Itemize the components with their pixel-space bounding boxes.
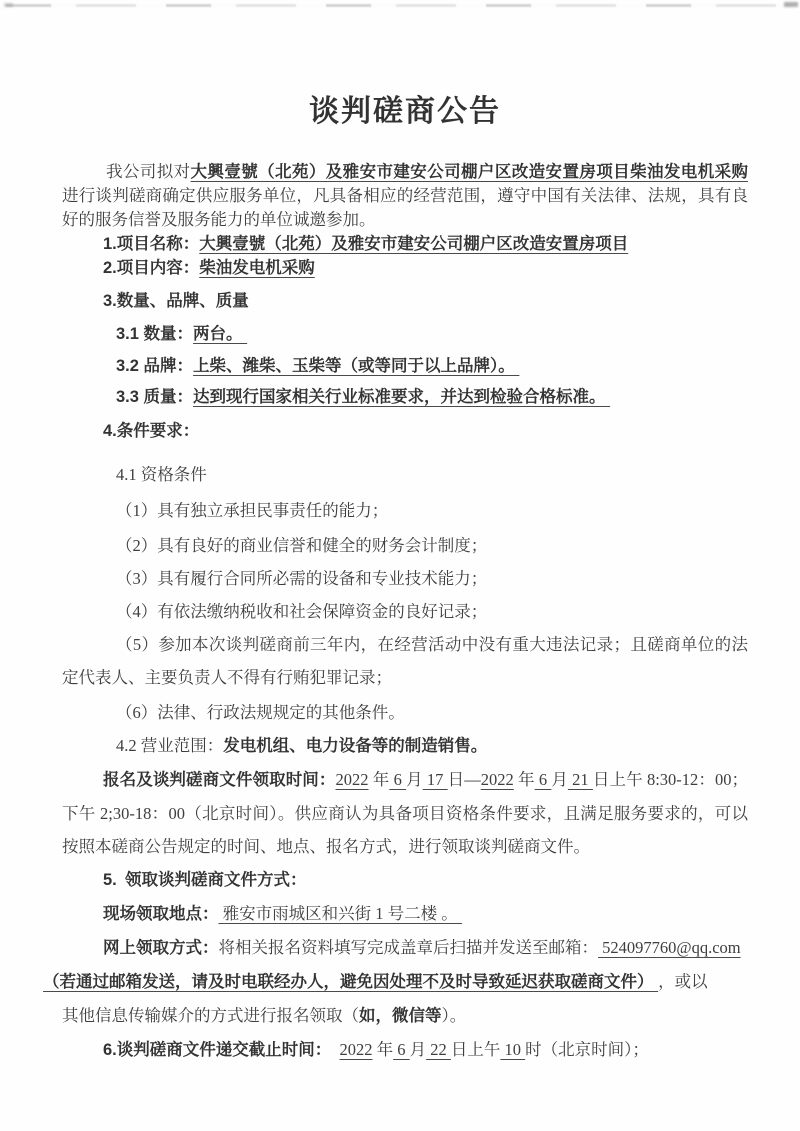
item-5-heading xyxy=(103,863,748,897)
underlined-text-run: 6 xyxy=(393,1040,410,1059)
condition-1 xyxy=(116,494,748,527)
intro-paragraph xyxy=(62,160,748,232)
item-3-3-quality xyxy=(116,383,748,411)
document-title: 谈判磋商公告 xyxy=(309,95,501,128)
text-run: 进行谈判磋商确定供应服务单位，凡具备相应的经营范围，遵守中国有关法律、法规，具有良好的服务信誉及服务能力的单位诚邀参加。 xyxy=(62,186,748,229)
underlined-text-run: 达到现行国家相关行业标准要求，并达到检验合格标准。 xyxy=(193,388,611,406)
underlined-text-run: 6 xyxy=(389,770,407,789)
text-run: 3.1 数量： xyxy=(116,325,194,343)
underlined-text-run: 22 xyxy=(426,1040,451,1059)
text-run: 其他信息传输媒介的方式进行报名领取（ xyxy=(62,1006,359,1025)
underlined-text-run: 大興壹號（北苑）及雅安市建安公司棚户区改造安置房项目柴油发电机采购 xyxy=(190,163,749,181)
underlined-text-run: 两台。 xyxy=(193,325,248,343)
text-run: 日— xyxy=(447,770,481,789)
text-run: 3.3 质量： xyxy=(116,388,194,406)
item-3-heading xyxy=(103,287,748,315)
text-run: 我公司拟对 xyxy=(106,162,191,181)
text-run: （4）有依法缴纳税收和社会保障资金的良好记录； xyxy=(116,602,488,621)
text-run: （1）具有独立承担民事责任的能力； xyxy=(116,501,389,520)
email-note-line xyxy=(43,965,748,999)
text-run: （5）参加本次谈判磋商前三年内，在经营活动中没有重大违法记录；且磋商单位的法定代表人、主要负责人不得有行贿犯罪记录； xyxy=(62,635,748,687)
scan-artifact-line xyxy=(6,4,792,7)
text-run: 3.2 品牌： xyxy=(116,357,194,375)
other-media-line xyxy=(62,999,748,1033)
text-run: 5. 领取谈判磋商文件方式： xyxy=(103,871,307,889)
text-run: 年 xyxy=(372,1040,394,1059)
text-run: 如，微信等 xyxy=(359,1007,442,1025)
item-4-1-heading xyxy=(116,458,748,491)
text-run: 6.谈判磋商文件递交截止时间： xyxy=(103,1041,324,1059)
underlined-text-run: 雅安市雨城区和兴街 1 号二楼 。 xyxy=(218,904,462,923)
underlined-text-run: 2022 xyxy=(339,1040,373,1059)
item-1-project-name xyxy=(103,232,748,256)
text-run: 将相关报名资料填写完成盖章后扫描并发送至邮箱： xyxy=(218,938,598,957)
item-4-2-business-scope xyxy=(116,729,748,763)
text-run: 月 xyxy=(406,770,423,789)
text-run: 年 xyxy=(513,770,535,789)
text-run: 3.数量、品牌、质量 xyxy=(103,292,249,310)
condition-2 xyxy=(116,529,748,562)
text-run: （2）具有良好的商业信誉和健全的财务会计制度； xyxy=(116,536,488,555)
item-6-deadline xyxy=(103,1033,748,1067)
text-run: ）。 xyxy=(441,1006,467,1025)
item-2-project-content xyxy=(103,256,748,280)
condition-4 xyxy=(116,595,748,628)
scan-artifact-speck-right xyxy=(784,2,798,7)
underlined-text-run: 大興壹號（北苑）及雅安市建安公司棚户区改造安置房项目 xyxy=(199,235,629,253)
condition-3 xyxy=(116,562,748,595)
text-run: ，或以 xyxy=(658,972,708,991)
onsite-pickup-location xyxy=(62,897,748,931)
text-run: 报名及谈判磋商文件领取时间： xyxy=(103,771,336,789)
condition-6 xyxy=(116,696,748,729)
text-run: 现场领取地点： xyxy=(103,905,219,923)
item-3-1-quantity xyxy=(116,320,748,348)
underlined-text-run: 2022 xyxy=(480,770,514,789)
underlined-text-run: 上柴、潍柴、玉柴等（或等同于以上品牌）。 xyxy=(193,357,520,375)
text-run: 2.项目内容： xyxy=(103,259,200,277)
text-run: 月 xyxy=(551,770,568,789)
text-run: 日上午 8:30-12：00；下午 2;30-18：00（北京时间）。供应商认为具备项目资格条件要求，且满足服务要求的，可以按照本磋商公告规定的时间、地点、报名方式，进行领取谈判磋商文件。 xyxy=(62,770,749,856)
underlined-text-run: 21 xyxy=(567,770,593,789)
condition-5 xyxy=(62,628,748,694)
text-run: 月 xyxy=(409,1040,427,1059)
text-run: 4.2 营业范围： xyxy=(116,736,224,755)
text-run: 1.项目名称： xyxy=(103,235,200,253)
item-3-2-brand xyxy=(116,352,748,380)
text-run: 发电机组、电力设备等的制造销售。 xyxy=(223,737,488,755)
text-run xyxy=(323,1040,340,1059)
underlined-text-run: 10 xyxy=(500,1040,526,1059)
scan-artifact-speck-left xyxy=(4,3,13,7)
text-run: 4.条件要求： xyxy=(103,422,200,440)
text-run: 4.1 资格条件 xyxy=(116,465,207,484)
underlined-text-run: 17 xyxy=(422,770,448,789)
underlined-text-run: 524097760@qq.com xyxy=(598,938,741,957)
underlined-text-run: （若通过邮箱发送，请及时电联经办人，避免因处理不及时导致延迟获取磋商文件） xyxy=(43,973,659,991)
text-run: 日上午 xyxy=(450,1040,501,1059)
underlined-text-run: 6 xyxy=(534,770,552,789)
underlined-text-run: 2022 xyxy=(335,770,369,789)
text-run: 年 xyxy=(368,770,390,789)
underlined-text-run: 柴油发电机采购 xyxy=(199,259,315,277)
text-run: 网上领取方式： xyxy=(103,939,219,957)
text-run: （6）法律、行政法规规定的其他条件。 xyxy=(116,703,405,722)
online-pickup-line xyxy=(62,931,748,965)
registration-time-paragraph xyxy=(62,763,748,863)
text-run: （3）具有履行合同所必需的设备和专业技术能力； xyxy=(116,569,488,588)
document-body xyxy=(43,160,749,1067)
text-run: 时（北京时间）； xyxy=(525,1040,649,1059)
item-4-heading xyxy=(103,417,748,445)
